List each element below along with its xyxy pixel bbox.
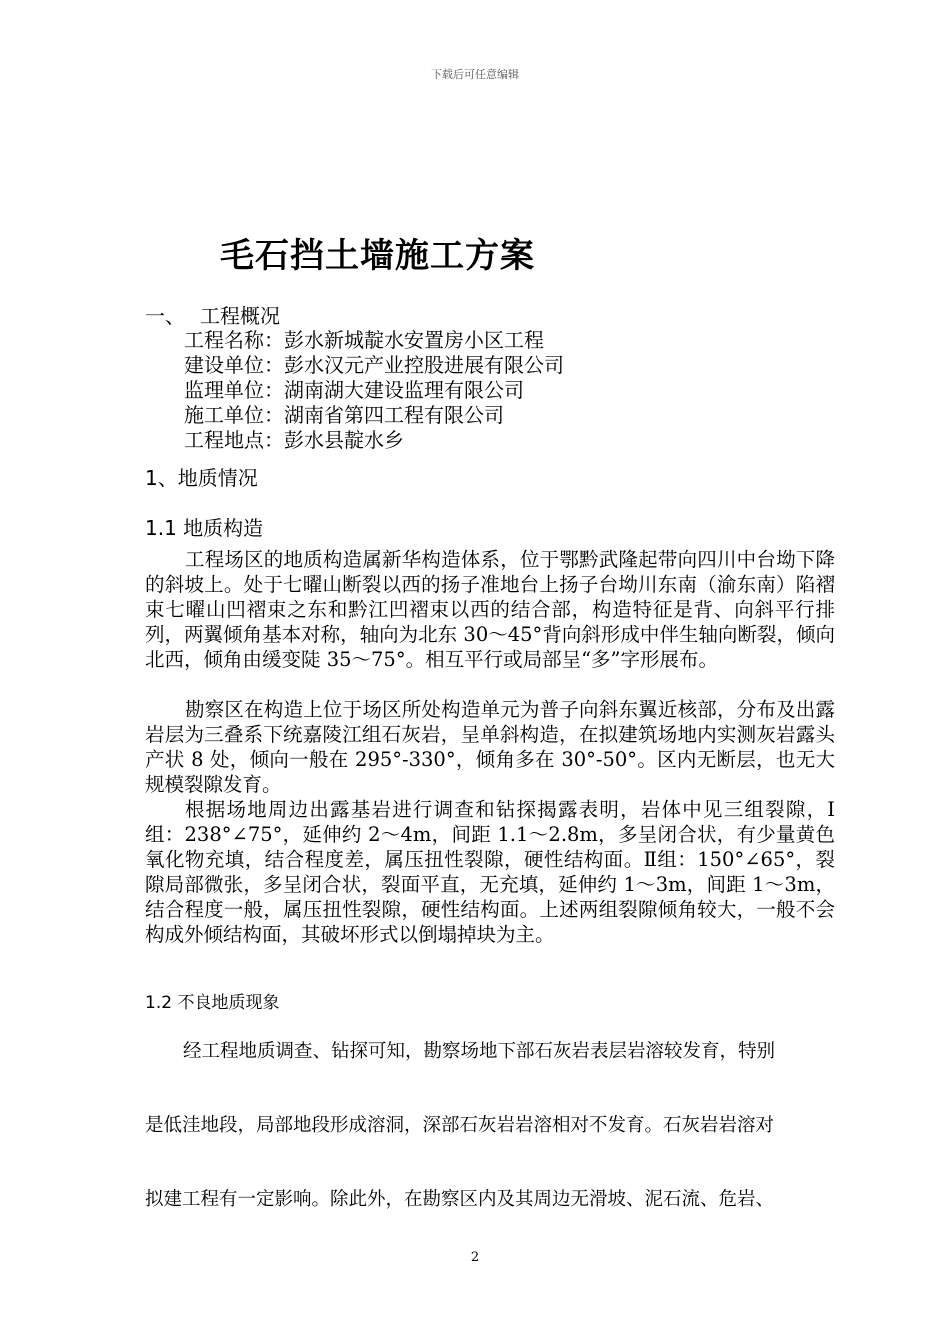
section-1-1-heading: 1.1 地质构造 <box>145 516 264 540</box>
paragraph-geology-structure: 工程场区的地质构造属新华构造体系，位于鄂黔武隆起带向四川中台坳下降的斜坡上。处于七曜山断裂以西的扬子准地台上扬子台坳川东南（渝东南）陷褶束七曜山凹褶束之东和黔江凹褶束以西的结合部，构造特征是背、向斜平行排列，两翼倾角基本对称，轴向为北东 30～45°背向斜形成中伴生轴向断裂，倾向北西，倾角由缓变陡 35～75°。相互平行或局部呈“多”字形展布。 <box>145 548 835 671</box>
overview-item-contractor: 施工单位：湖南省第四工程有限公司 <box>184 403 504 427</box>
paragraph-fissures: 根据场地周边出露基岩进行调查和钻探揭露表明，岩体中见三组裂隙，Ⅰ组：238°∠75°，延伸约 2～4m，间距 1.1～2.8m，多呈闭合状，有少量黄色氧化物充填，结合程度差，属压扭性裂隙，硬性结构面。Ⅱ组：150°∠65°，裂隙局部微张，多呈闭合状，裂面平直，无充填，延伸约 1～3m，间距 1～3m，结合程度一般，属压扭性裂隙，硬性结构面。上述两组裂隙倾角较大，一般不会构成外倾结构面，其破坏形式以倒塌掉块为主。 <box>145 798 835 946</box>
section-1-heading: 1、地质情况 <box>145 466 258 490</box>
paragraph-survey-area: 勘察区在构造上位于场区所处构造单元为普子向斜东翼近核部，分布及出露岩层为三叠系下统嘉陵江组石灰岩，呈单斜构造，在拟建筑场地内实测灰岩露头产状 8 处，倾向一般在 295°-330°，倾角多在 30°-50°。区内无断层，也无大规模裂隙发育。 <box>145 698 835 796</box>
overview-item-builder: 建设单位：彭水汉元产业控股进展有限公司 <box>184 353 564 377</box>
section-1-2-heading: 1.2 不良地质现象 <box>145 993 280 1013</box>
page-number: 2 <box>470 1250 480 1265</box>
overview-heading: 工程概况 <box>200 304 280 328</box>
overview-item-supervisor: 监理单位：湖南湖大建设监理有限公司 <box>184 378 524 402</box>
overview-item-project-name: 工程名称：彭水新城靛水安置房小区工程 <box>184 328 544 352</box>
overview-item-location: 工程地点：彭水县靛水乡 <box>184 428 404 452</box>
bad-geology-line-3: 拟建工程有一定影响。除此外，在勘察区内及其周边无滑坡、泥石流、危岩、 <box>145 1189 775 1210</box>
document-title: 毛石挡土墙施工方案 <box>220 236 535 276</box>
bad-geology-line-2: 是低洼地段，局部地段形成溶洞，深部石灰岩岩溶相对不发育。石灰岩岩溶对 <box>145 1115 775 1136</box>
overview-number: 一、 <box>145 304 185 328</box>
bad-geology-line-1: 经工程地质调查、钻探可知，勘察场地下部石灰岩表层岩溶较发育，特别 <box>183 1041 776 1062</box>
page-header-note: 下载后可任意编辑 <box>431 68 519 81</box>
